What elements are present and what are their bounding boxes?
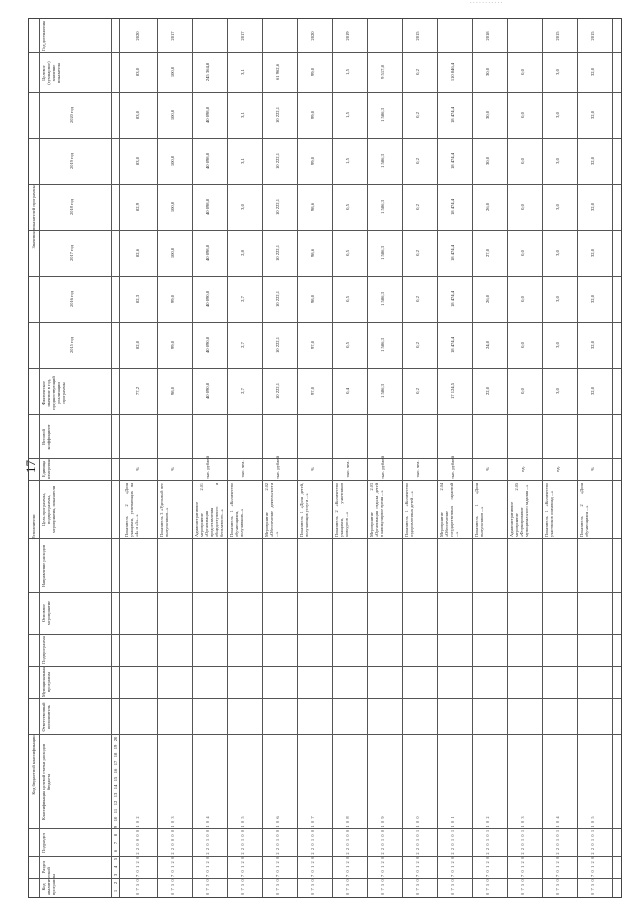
table-column-line [29,698,621,699]
row-year-value-6: 18 474,4 [450,106,455,124]
row-classification-code: 0 7 5 0 7 0 1 2 0 2 2 0 0 0 0 1 0 3 [170,815,175,895]
row-year-value-2: 3,0 [555,296,560,302]
row-year-value-2: 0,0 [520,296,525,302]
header-year-3: 2017 год [69,245,74,261]
row-year-achieved: 2020 [310,31,315,41]
header-values-group: Значения показателей программы [31,185,36,249]
column-number: 9 [113,825,118,829]
row-target-value: 30,0 [485,67,490,77]
row-unit: тыс. рублей [450,456,455,479]
header-target-article: Классификация целевой статьи расходов бюджета [41,743,51,821]
table-column-line [29,538,621,539]
row-year-value-2: 82,3 [135,294,140,304]
row-year-value-4: 3,0 [240,204,245,210]
row-unit: ед. [520,466,525,472]
row-description: Мероприятие 2.02 «Обеспечение деятельности ...» [264,483,279,537]
row-year-value-1: 3,0 [555,342,560,348]
page-number: 17 [23,460,38,473]
table-column-line [29,230,621,231]
row-base-value: 0,0 [520,388,525,394]
row-year-value-2: 10 222,1 [275,290,280,308]
row-year-value-4: 40 098,8 [205,198,210,216]
table-row-line [612,19,613,897]
table-header-line [39,19,40,897]
row-year-value-1: 99,0 [170,340,175,350]
column-number: 20 [113,736,118,742]
row-target-value: 61 962,6 [275,63,280,81]
table-header-line [119,19,120,897]
table-column-line [29,184,621,185]
row-classification-code: 0 7 5 0 7 0 1 2 0 2 2 0 1 0 0 1 0 8 [345,815,350,895]
row-base-value: 1 586,3 [380,384,385,398]
table-column-line [29,634,621,635]
row-year-value-3: 0,0 [520,250,525,256]
row-year-value-1: 0,5 [345,342,350,348]
column-number: 19 [113,744,118,750]
column-number: 5 [113,857,118,861]
row-year-value-6: 1,5 [345,112,350,118]
row-year-value-5: 30,0 [485,156,490,166]
row-base-value: 40 090,8 [205,382,210,400]
table-row-line [332,19,333,897]
row-year-value-3: 10 222,1 [275,244,280,262]
header-unit: Единица измерения [41,459,51,479]
row-year-value-1: 18 474,4 [450,336,455,354]
row-description: Показатель 1 «Доля выпускников ...» [474,483,484,537]
table-row-line [227,19,228,897]
row-year-value-3: 98,6 [310,248,315,258]
header-weight: Весовой коэффициент [41,424,51,450]
row-description: Показатель 1 «Количество обучающихся, получивших...» [229,483,244,537]
row-year-achieved: 2017 [240,31,245,41]
table-column-line [29,592,621,593]
row-unit: тыс. чел. [415,460,420,478]
row-classification-code: 0 7 5 0 7 0 1 2 0 2 2 0 1 0 1 1 0 3 [520,815,525,895]
row-base-value: 22,0 [485,386,490,396]
row-year-value-1: 24,0 [485,340,490,350]
header-program-code: Код аналитической программы [41,867,56,895]
row-target-value: 245 364,8 [205,62,210,82]
row-year-value-3: 0,2 [415,250,420,256]
row-unit: тыс. чел. [240,460,245,478]
row-year-value-5: 0,0 [520,158,525,164]
table-column-line [29,414,621,415]
table-column-line [29,368,621,369]
row-year-value-4: 18 474,4 [450,198,455,216]
header-section: Раздел [41,860,46,874]
row-description: Показатель 1 «Доля детей, получающих услуги ...» [299,483,309,537]
row-description: Показатель 3 «Удельный вес выпускников...» [159,483,169,537]
row-year-value-3: 0,5 [345,250,350,256]
column-number: 11 [113,808,118,814]
row-classification-code: 0 7 5 0 7 0 1 2 0 2 2 0 1 0 0 1 0 7 [310,815,315,895]
row-year-value-6: 0,2 [415,112,420,118]
row-target-value: 1,5 [345,69,350,75]
row-year-value-3: 82,6 [135,248,140,258]
row-target-value: 32,0 [590,67,595,77]
row-year-value-4: 0,2 [415,204,420,210]
header-year-5: 2019 год [69,153,74,169]
row-classification-code: 0 7 5 0 7 0 1 2 0 2 2 0 1 0 1 1 0 2 [485,815,490,895]
header-base-value: Фактическое значение в год, предшествующий реализации программы [41,376,66,410]
row-target-value: 3,0 [555,69,560,75]
header-year-4: 2018 год [69,199,74,215]
row-classification-code: 0 7 5 0 7 0 1 2 0 2 2 0 1 0 0 1 0 5 [240,815,245,895]
header-target-value: Целевое (суммарное) значение показателя [41,61,61,85]
row-year-value-2: 98,0 [310,294,315,304]
row-year-value-2: 0,2 [415,296,420,302]
row-year-value-2: 0,5 [345,296,350,302]
header-code-group: Код бюджетной классификации [31,735,36,795]
header-year-6: 2020 год [69,107,74,123]
row-year-value-6: 40 098,8 [205,106,210,124]
row-year-value-4: 10 222,1 [275,198,280,216]
row-year-value-1: 1 586,3 [380,338,385,352]
row-year-achieved: 2020 [135,31,140,41]
table-row-line [157,19,158,897]
row-year-achieved: 2015 [555,31,560,41]
table-column-line [29,458,621,459]
row-base-value: 0,4 [345,388,350,394]
table-header-line [111,19,112,897]
row-base-value: 32,0 [590,386,595,396]
row-year-achieved: 2015 [590,31,595,41]
row-year-value-5: 1,5 [345,158,350,164]
column-number: 10 [113,816,118,822]
row-target-value: 0,2 [415,69,420,75]
table-row-line [542,19,543,897]
row-year-value-6: 83,0 [135,110,140,120]
row-year-value-6: 3,0 [555,112,560,118]
row-year-value-5: 32,0 [590,156,595,166]
column-number: 15 [113,776,118,782]
rotated-table-body [29,19,621,897]
header-subsection: Подраздел [41,833,46,853]
row-classification-code: 0 7 5 0 7 0 1 2 0 2 2 0 1 0 0 1 0 4 [205,815,210,895]
row-year-value-1: 2,7 [240,342,245,348]
row-target-value: 100,0 [170,66,175,78]
header-goal-group: Цель программы, подпрограммы, мероприятия, показатели [41,485,56,534]
row-year-value-4: 98,6 [310,202,315,212]
row-year-value-3: 40 098,8 [205,244,210,262]
column-number: 13 [113,792,118,798]
column-number: 17 [113,760,118,766]
row-year-value-2: 2,7 [240,296,245,302]
row-year-value-2: 32,0 [590,294,595,304]
row-description: Показатель 2 «Доля обучающихся ...» [579,483,589,537]
row-year-value-5: 40 098,8 [205,152,210,170]
row-year-value-5: 18 474,4 [450,152,455,170]
row-year-value-1: 32,0 [590,340,595,350]
column-number: 2 [113,881,118,885]
row-year-value-5: 3,1 [240,158,245,164]
row-base-value: 0,2 [415,388,420,394]
row-year-value-3: 1 586,3 [380,246,385,260]
table-row-line [192,19,193,897]
row-year-value-4: 0,5 [345,204,350,210]
table-row-line [507,19,508,897]
row-description: Административное мероприятие 2.01 «Организация предоставления общедоступного и бесплатного...» [194,483,224,537]
table-column-line [29,52,621,53]
table-column-line [29,480,621,481]
row-year-value-3: 2,8 [240,250,245,256]
row-description: Показатель 2 «Количество учащихся, участников конкурсов ...» [334,483,349,537]
row-unit: % [170,467,175,471]
row-description: Мероприятие 2.03 «Организация отдыха детей в каникулярное время ...» [369,483,384,537]
row-year-value-2: 26,0 [485,294,490,304]
row-year-value-6: 0,0 [520,112,525,118]
table-row-line [367,19,368,897]
row-base-value: 97,0 [310,386,315,396]
row-classification-code: 0 7 5 0 7 0 1 2 0 2 2 0 1 0 0 1 0 9 [380,815,385,895]
row-year-value-1: 0,0 [520,342,525,348]
table-row-line [472,19,473,897]
row-year-value-5: 10 222,1 [275,152,280,170]
row-classification-code: 0 7 5 0 7 0 1 2 0 2 2 0 1 0 1 1 0 0 [415,815,420,895]
row-target-value: 110 846,4 [450,62,455,82]
header-year-2: 2016 год [69,291,74,307]
row-description: Показатель 2 «Доля учащихся, успевающих на «4» и «5»...» [124,483,139,537]
row-base-value: 3,0 [555,388,560,394]
row-year-value-1: 0,2 [415,342,420,348]
row-unit: тыс. рублей [275,456,280,479]
row-base-value: 98,0 [170,386,175,396]
table-column-line [29,666,621,667]
row-year-achieved: 2015 [415,31,420,41]
row-unit: тыс. рублей [205,456,210,479]
table-row-line [577,19,578,897]
row-year-value-4: 100,0 [170,201,175,213]
column-number: 4 [113,865,118,869]
row-target-value: 83,0 [135,67,140,77]
program-table [28,18,622,898]
row-year-value-5: 0,2 [415,158,420,164]
row-base-value: 17 124,5 [450,382,455,400]
row-year-value-2: 1 586,3 [380,292,385,306]
row-classification-code: 0 7 5 0 7 0 1 2 0 2 2 0 0 0 0 1 0 2 [135,815,140,895]
table-row-line [262,19,263,897]
row-base-value: 10 222,1 [275,382,280,400]
header-performer-group: Исполнители [31,514,36,540]
row-year-value-3: 32,0 [590,248,595,258]
table-column-line [29,138,621,139]
table-row-line [437,19,438,897]
header-direction: Направление расходов [41,544,46,588]
row-year-value-6: 3,1 [240,112,245,118]
column-number: 16 [113,768,118,774]
row-unit: % [135,467,140,471]
table-row-line [402,19,403,897]
row-description: Мероприятие 2.04 «Обеспечение государственных гарантий ...» [439,483,459,537]
column-number: 8 [113,833,118,837]
row-year-value-4: 3,0 [555,204,560,210]
row-year-value-1: 97,0 [310,340,315,350]
row-year-value-2: 99,0 [170,294,175,304]
row-unit: тыс. чел. [345,460,350,478]
row-unit: тыс. рублей [380,456,385,479]
row-unit: ед. [555,466,560,472]
header-year-achieved: Год достижения [41,21,46,51]
table-row-line [297,19,298,897]
row-description: Административное мероприятие 2.05 «Формирование муниципального задания ...» [509,483,529,537]
row-year-value-5: 83,0 [135,156,140,166]
table-column-line [29,276,621,277]
row-base-value: 77,2 [135,386,140,396]
column-number: 1 [113,889,118,893]
row-year-value-4: 1 586,3 [380,200,385,214]
row-year-value-5: 3,0 [555,158,560,164]
column-number: 3 [113,873,118,877]
column-number: 12 [113,800,118,806]
column-number: 18 [113,752,118,758]
row-year-value-6: 99,0 [310,110,315,120]
row-year-achieved: 2019 [345,31,350,41]
header-responsible: Ответственный исполнитель [41,702,51,732]
row-year-value-4: 0,0 [520,204,525,210]
row-classification-code: 0 7 5 0 7 0 1 2 0 2 2 0 1 0 1 1 0 5 [590,815,595,895]
row-year-value-1: 82,0 [135,340,140,350]
row-year-value-1: 10 222,1 [275,336,280,354]
row-year-value-5: 99,0 [310,156,315,166]
row-unit: % [485,467,490,471]
column-number: 6 [113,849,118,853]
row-year-value-4: 32,0 [590,202,595,212]
row-year-value-3: 18 474,4 [450,244,455,262]
row-target-value: 9 517,8 [380,65,385,79]
row-year-value-6: 100,0 [170,109,175,121]
row-year-achieved: 2018 [485,31,490,41]
row-year-value-6: 32,0 [590,110,595,120]
row-year-value-1: 40 090,8 [205,336,210,354]
scan-header-strip: · · · · · · · · · · · [470,0,503,6]
row-target-value: 99,0 [310,67,315,77]
row-year-value-3: 3,0 [555,250,560,256]
header-subprogram: Подпрограмма [41,636,46,664]
row-year-value-5: 1 586,3 [380,154,385,168]
row-year-value-5: 100,0 [170,155,175,167]
row-year-achieved: 2017 [170,31,175,41]
row-description: Показатель 1 «Количество оздоровленных детей ...» [404,483,414,537]
row-target-value: 0,0 [520,69,525,75]
header-main-program: Муниципальная программа [41,666,51,697]
column-number: 14 [113,784,118,790]
column-number: 7 [113,841,118,845]
row-year-value-4: 26,0 [485,202,490,212]
row-year-value-2: 40 090,8 [205,290,210,308]
row-classification-code: 0 7 5 0 7 0 1 2 0 2 2 0 1 0 0 1 0 6 [275,815,280,895]
row-description: Показатель 1 «Количество участников олимпиад ...» [544,483,554,537]
row-year-value-3: 27,0 [485,248,490,258]
row-base-value: 2,7 [240,388,245,394]
table-column-line [29,92,621,93]
row-year-value-2: 18 474,4 [450,290,455,308]
row-target-value: 3,1 [240,69,245,75]
row-classification-code: 0 7 5 0 7 0 1 2 0 2 2 0 1 0 1 1 0 1 [450,815,455,895]
row-year-value-6: 1 586,3 [380,108,385,122]
row-year-value-3: 100,0 [170,247,175,259]
row-unit: % [310,467,315,471]
row-year-value-6: 10 222,1 [275,106,280,124]
header-main-event: Основное мероприятие [41,600,51,626]
table-column-line [29,322,621,323]
header-year-1: 2015 год [69,337,74,353]
row-unit: % [590,467,595,471]
row-year-value-4: 82,9 [135,202,140,212]
row-year-value-6: 30,0 [485,110,490,120]
row-classification-code: 0 7 5 0 7 0 1 2 0 2 2 0 1 0 1 1 0 4 [555,815,560,895]
